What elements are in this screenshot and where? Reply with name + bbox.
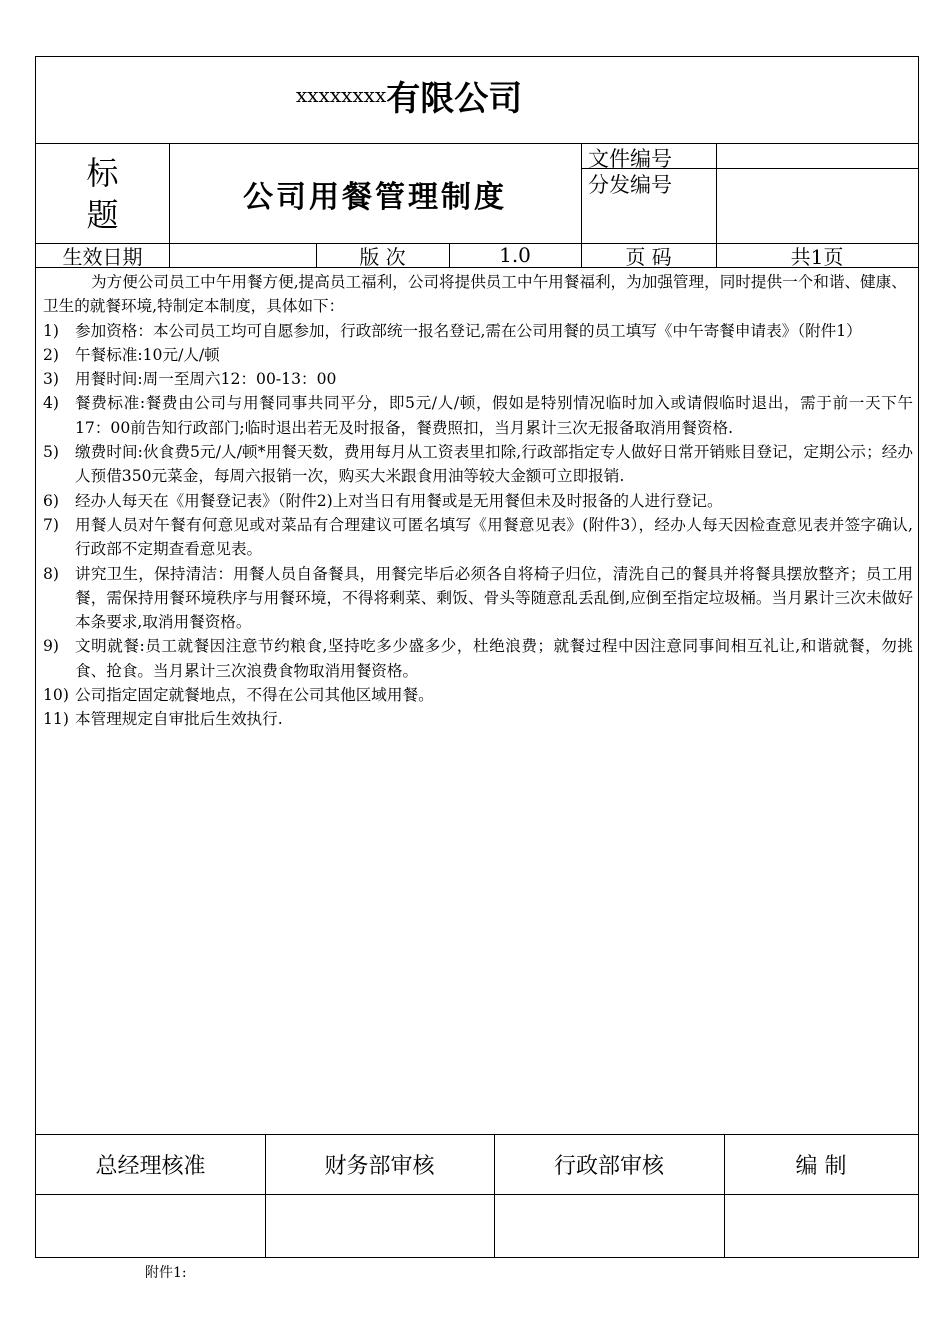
policy-item-text: 公司指定固定就餐地点，不得在公司其他区域用餐。 — [75, 686, 434, 705]
policy-item-number: 5) — [43, 443, 60, 462]
effective-date-label: 生效日期 — [62, 244, 143, 269]
policy-item — [43, 634, 913, 683]
finance-review-label: 财务部审核 — [324, 1153, 435, 1179]
file-number-label: 文件编号 — [588, 147, 672, 171]
distribution-number-label: 分发编号 — [588, 173, 672, 197]
policy-item-text: 用餐时间:周一至周六12：00-13：00 — [75, 370, 337, 389]
policy-item-text: 本管理规定自审批后生效执行. — [75, 710, 283, 729]
admin-signature-field[interactable] — [494, 1195, 724, 1257]
effective-date-value — [169, 243, 316, 267]
policy-item-text: 参加资格：本公司员工均可自愿参加，行政部统一报名登记,需在公司用餐的员工填写《中午寄餐申请表》（附件1） — [75, 321, 862, 340]
policy-item-number: 9) — [43, 637, 60, 656]
policy-item — [43, 343, 913, 367]
title-label — [36, 144, 169, 243]
policy-item-number: 10) — [43, 686, 69, 705]
policy-intro: 为方便公司员工中午用餐方便,提高员工福利，公司将提供员工中午用餐福利，为加强管理，同时提供一个和谐、健康、卫生的就餐环境,特制定本制度，具体如下： — [43, 273, 907, 316]
title-label-line2: 题 — [86, 195, 119, 234]
policy-item — [43, 683, 913, 707]
policy-item — [43, 319, 913, 343]
policy-item-text: 讲究卫生，保持清洁：用餐人员自备餐具，用餐完毕后必须各自将椅子归位，清洗自己的餐具并将餐具摆放整齐；员工用餐，需保持用餐环境秩序与用餐环境，不得将剩菜、剩饭、骨头等随意乱丢乱倒,应倒至指定垃圾桶。当月累计三次未做好本条要求,取消用餐资格。 — [75, 564, 913, 632]
document-title: 公司用餐管理制度 — [243, 179, 507, 215]
policy-item — [43, 707, 913, 731]
policy-item-number: 2) — [43, 345, 60, 364]
policy-item-text: 缴费时间:伙食费5元/人/顿*用餐天数，费用每月从工资表里扣除,行政部指定专人做好日常开销账目登记，定期公示；经办人预借350元菜金，每周六报销一次，购买大米跟食用油等较大金额可立即报销. — [75, 443, 913, 486]
policy-item — [43, 367, 913, 391]
gm-approval-label: 总经理核准 — [95, 1153, 206, 1179]
gm-signature-field[interactable] — [36, 1195, 265, 1257]
policy-item-number: 4) — [43, 394, 60, 413]
page-value: 共1页 — [790, 244, 844, 269]
policy-item-text: 用餐人员对午餐有何意见或对菜品有合理建议可匿名填写《用餐意见表》(附件3），经办人每天因检查意见表并签字确认,行政部不定期查看意见表。 — [75, 515, 913, 559]
version-label: 版 次 — [359, 244, 406, 269]
policy-item-number: 3) — [43, 370, 60, 389]
company-name: 有限公司 — [386, 78, 523, 119]
preparer-signature-field[interactable] — [724, 1195, 918, 1257]
finance-signature-field[interactable] — [265, 1195, 494, 1257]
document-frame — [35, 56, 919, 1258]
policy-item — [43, 391, 913, 440]
company-prefix: xxxxxxxx — [296, 83, 387, 107]
version-value: 1.0 — [499, 243, 531, 267]
policy-item — [43, 513, 913, 562]
page-label: 页 码 — [625, 244, 672, 269]
policy-item-number: 1) — [43, 321, 60, 340]
policy-item — [43, 562, 913, 635]
policy-item-number: 6) — [43, 491, 60, 510]
divider — [36, 267, 918, 268]
company-header — [296, 65, 696, 125]
title-label-line1: 标 — [86, 153, 119, 192]
admin-review-label: 行政部审核 — [553, 1153, 664, 1179]
policy-content — [43, 270, 913, 732]
policy-item-number: 11) — [43, 710, 69, 729]
policy-item — [43, 489, 913, 513]
prepared-by-label: 编 制 — [795, 1153, 847, 1179]
policy-item-number: 8) — [43, 564, 60, 583]
policy-item-number: 7) — [43, 515, 60, 534]
policy-item-text: 文明就餐:员工就餐因注意节约粮食,坚持吃多少盛多少，杜绝浪费；就餐过程中因注意同事间相互礼让,和谐就餐，勿挑食、抢食。当月累计三次浪费食物取消用餐资格。 — [75, 637, 913, 680]
policy-items — [43, 319, 913, 732]
policy-item-text: 经办人每天在《用餐登记表》（附件2)上对当日有用餐或是无用餐但未及时报备的人进行登记。 — [75, 491, 723, 510]
attachment-label: 附件1: — [145, 1265, 187, 1281]
policy-item-text: 餐费标准:餐费由公司与用餐同事共同平分，即5元/人/顿，假如是特别情况临时加入或请假临时退出，需于前一天下午17：00前告知行政部门;临时退出若无及时报备，餐费照扣，当月累计三次无报备取消用餐资格. — [75, 394, 913, 437]
policy-item — [43, 440, 913, 489]
policy-item-text: 午餐标准:10元/人/顿 — [75, 345, 220, 364]
